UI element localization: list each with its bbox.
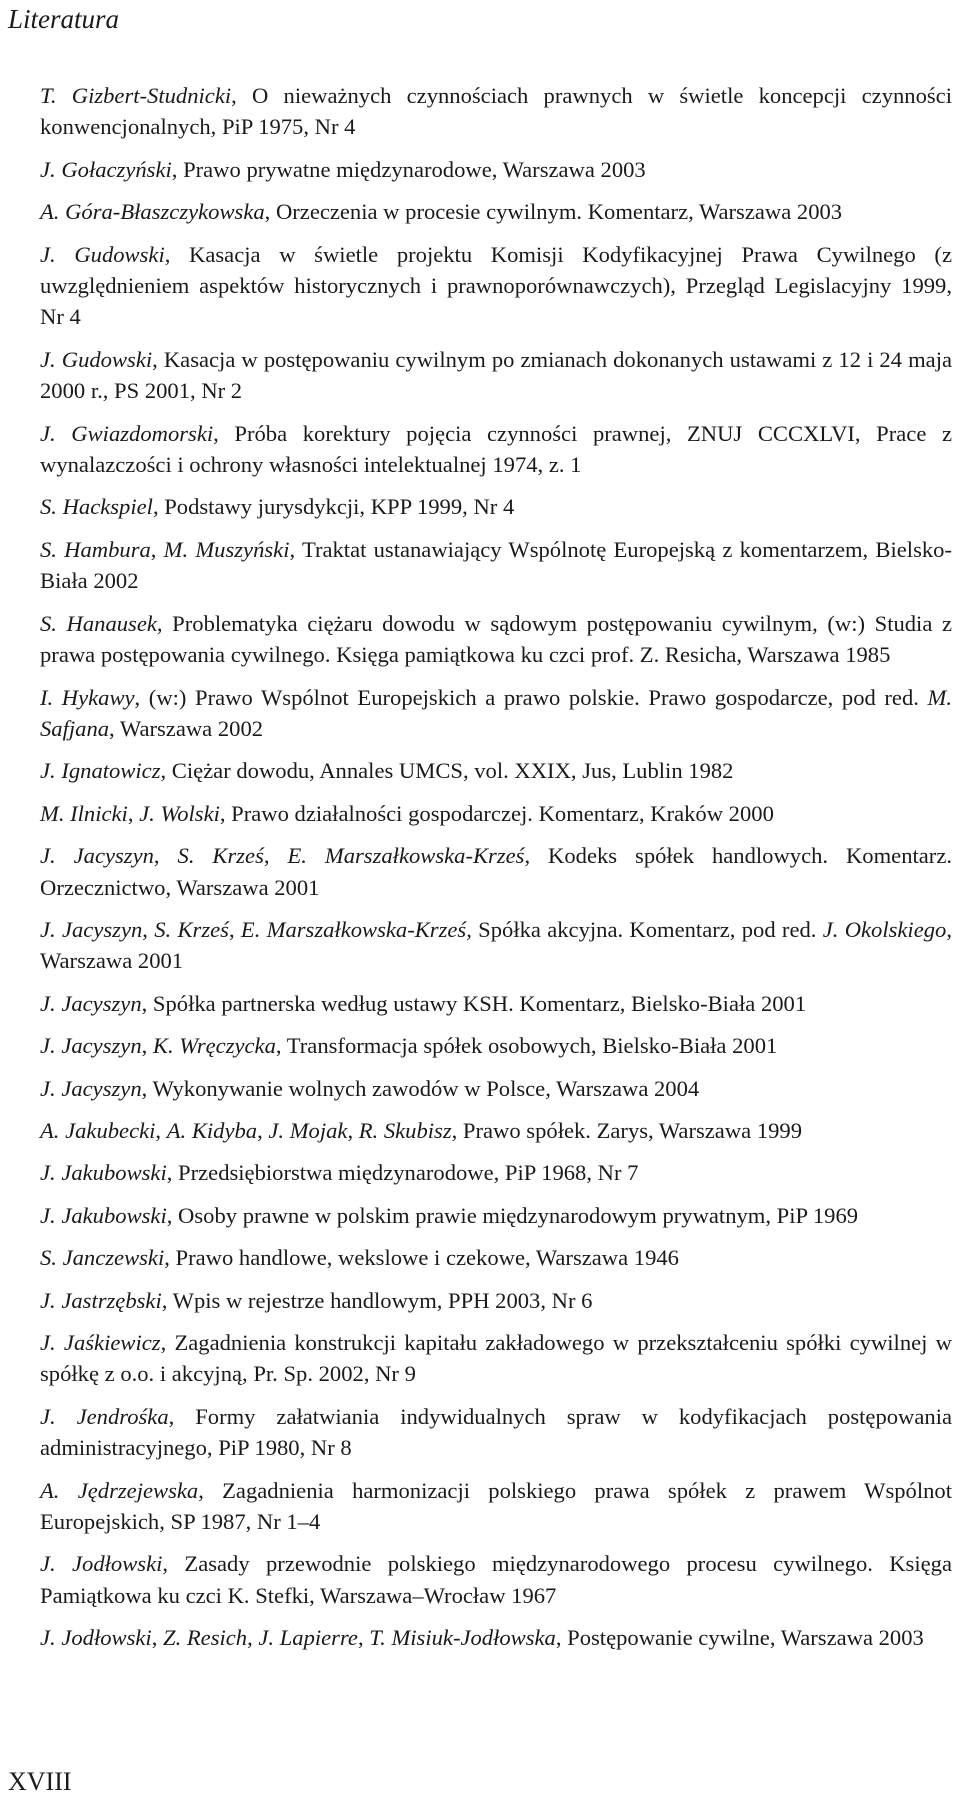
entry-text: , Transformacja spółek osobowych, Bielsko-Biała 2001: [275, 1033, 778, 1059]
entry-author: J. Mojak: [268, 1117, 348, 1143]
entry-author: J. Gudowski: [40, 346, 153, 372]
entry-author: J. Jaśkiewicz: [40, 1330, 161, 1355]
bibliography-entry: [40, 196, 952, 227]
entry-author: J. Jodłowski: [40, 1551, 163, 1577]
bibliography-entry: [40, 344, 952, 407]
bibliography-entry: [40, 755, 952, 786]
bibliography-entry: [40, 1548, 952, 1611]
entry-author: J. Jacyszyn: [40, 843, 154, 869]
entry-author: J. Jodłowski: [40, 1625, 152, 1651]
entry-text: , Prawo spółek. Zarys, Warszawa 1999: [451, 1117, 803, 1143]
entry-text: ,: [347, 1117, 359, 1143]
entry-author: J. Ignatowicz: [40, 758, 161, 784]
entry-author: J. Wolski: [139, 800, 220, 826]
entry-author: I. Hykawy: [40, 684, 135, 710]
entry-text: , Postępowanie cywilne, Warszawa 2003: [555, 1625, 924, 1651]
entry-author: S. Hanausek: [40, 610, 157, 636]
entry-text: , Zagadnienia konstrukcji kapitału zakładowego w przekształceniu spółki cywilnej w spółkę z o.o. i akcyjną, Pr. Sp. 2002, Nr 9: [40, 1330, 952, 1387]
bibliography-entry: [40, 1622, 952, 1653]
bibliography-entry: [40, 1030, 952, 1061]
entry-text: , Próba korektury pojęcia czynności prawnej, ZNUJ CCCXLVI, Prace z wynalazczości i ochrony własności intelektualnej 1974, z. 1: [40, 420, 952, 478]
entry-author: A. Góra-Błaszczykowska: [40, 199, 265, 225]
bibliography-entry: [40, 608, 952, 671]
entry-text: , Kasacja w świetle projektu Komisji Kodyfikacyjnej Prawa Cywilnego (z uwzględnieniem aspektów historycznych i prawnoporównawczych), Przegląd Legislacyjny 1999, Nr 4: [40, 241, 952, 330]
entry-text: , Formy załatwiania indywidualnych spraw w kodyfikacjach postępowania administracyjnego, PiP 1980, Nr 8: [40, 1403, 953, 1461]
bibliography-entry: [40, 154, 952, 185]
entry-text: , Ciężar dowodu, Annales UMCS, vol. XXIX, Jus, Lublin 1982: [160, 758, 734, 784]
entry-text: , Problematyka ciężaru dowodu w sądowym postępowaniu cywilnym, (w:) Studia z prawa postępowania cywilnego. Księga pamiątkowa ku czci prof. Z. Resicha, Warszawa 1985: [40, 610, 953, 668]
bibliography-entry: [40, 988, 952, 1019]
entry-text: , Podstawy jurysdykcji, KPP 1999, Nr 4: [152, 494, 515, 520]
entry-text: , Warszawa 2001: [40, 916, 952, 974]
entry-author: K. Wręczycka: [152, 1033, 276, 1059]
bibliography-entry: [40, 1242, 952, 1273]
entry-text: , Orzeczenia w procesie cywilnym. Komentarz, Warszawa 2003: [264, 199, 843, 225]
bibliography-entry: [40, 914, 952, 977]
entry-author: A. Kidyba: [166, 1117, 258, 1143]
bibliography-entry: [40, 1475, 952, 1538]
entry-text: ,: [142, 916, 155, 942]
entry-author: S. Janczewski: [40, 1245, 165, 1271]
bibliography-list: [40, 80, 952, 1665]
entry-text: ,: [228, 916, 241, 942]
bibliography-entry: [40, 239, 952, 333]
entry-author: T. Misiuk-Jodłowska: [369, 1625, 556, 1651]
entry-author: J. Lapierre: [258, 1625, 358, 1651]
entry-author: M. Safjana: [40, 684, 952, 741]
entry-text: , Zasady przewodnie polskiego międzynarodowego procesu cywilnego. Księga Pamiątkowa ku czci K. Stefki, Warszawa–Wrocław 1967: [40, 1551, 952, 1608]
entry-author: J. Gwiazdomorski: [40, 420, 214, 446]
entry-author: T. Gizbert-Studnicki: [40, 83, 232, 108]
entry-text: ,: [153, 843, 178, 869]
entry-text: ,: [263, 843, 288, 869]
entry-text: , Kodeks spółek handlowych. Komentarz. Orzecznictwo, Warszawa 2001: [40, 843, 953, 900]
entry-author: J. Gołaczyński: [40, 156, 172, 182]
entry-author: Z. Resich: [163, 1625, 248, 1651]
bibliography-entry: [40, 1115, 952, 1146]
entry-author: J. Gudowski: [40, 241, 165, 267]
entry-text: ,: [127, 800, 140, 826]
entry-text: , Prawo prywatne międzynarodowe, Warszawa 2003: [171, 156, 646, 182]
entry-text: Spółka akcyjna. Komentarz, pod red.: [471, 916, 823, 942]
entry-author: J. Jacyszyn: [40, 1075, 142, 1101]
entry-author: S. Hambura: [40, 536, 151, 562]
entry-text: ,: [155, 1117, 167, 1143]
entry-text: ,: [150, 536, 164, 562]
entry-text: , Spółka partnerska według ustawy KSH. Komentarz, Bielsko-Biała 2001: [141, 990, 807, 1016]
entry-author: E. Marszałkowska-Krześ,: [240, 916, 472, 942]
bibliography-entry: [40, 491, 952, 522]
entry-author: J. Jacyszyn: [40, 1033, 142, 1059]
entry-author: A. Jędrzejewska: [40, 1477, 199, 1503]
entry-text: , Traktat ustanawiający Wspólnotę Europejską z komentarzem, Bielsko-Biała 2002: [40, 536, 952, 594]
bibliography-entry: [40, 840, 952, 903]
entry-author: J. Okolskiego: [822, 916, 947, 942]
entry-text: ,: [357, 1625, 370, 1651]
entry-text: , Kasacja w postępowaniu cywilnym po zmianach dokonanych ustawami z 12 i 24 maja 2000 r., PS 2001, Nr 2: [40, 346, 953, 404]
entry-author: S. Krześ: [154, 916, 229, 942]
entry-author: J. Jendrośka: [40, 1403, 169, 1429]
page-number: XVIII: [8, 1767, 72, 1796]
entry-text: ,: [257, 1117, 269, 1143]
bibliography-entry: [40, 80, 952, 143]
entry-text: , Osoby prawne w polskim prawie międzynarodowym prywatnym, PiP 1969: [166, 1202, 859, 1228]
bibliography-entry: [40, 1157, 952, 1188]
entry-author: J. Jakubowski: [40, 1160, 167, 1186]
entry-author: S. Krześ: [177, 843, 264, 869]
entry-text: , Prawo działalności gospodarczej. Komentarz, Kraków 2000: [219, 800, 774, 826]
entry-text: , Warszawa 2002: [109, 715, 264, 741]
bibliography-entry: [40, 534, 952, 597]
entry-author: A. Jakubecki: [40, 1117, 156, 1143]
entry-author: J. Jacyszyn: [40, 990, 142, 1016]
entry-text: , Przedsiębiorstwa międzynarodowe, PiP 1968, Nr 7: [166, 1160, 639, 1186]
entry-text: , Prawo handlowe, wekslowe i czekowe, Warszawa 1946: [164, 1245, 679, 1271]
entry-text: , Wykonywanie wolnych zawodów w Polsce, Warszawa 2004: [141, 1075, 700, 1101]
bibliography-entry: [40, 682, 952, 745]
entry-text: , (w:) Prawo Wspólnot Europejskich a prawo polskie. Prawo gospodarcze, pod red.: [134, 684, 928, 710]
entry-author: S. Hackspiel: [40, 494, 153, 520]
bibliography-entry: [40, 798, 952, 829]
bibliography-entry: [40, 1285, 952, 1316]
bibliography-entry: [40, 1073, 952, 1104]
bibliography-entry: [40, 1401, 952, 1464]
entry-author: M. Muszyński: [163, 536, 290, 562]
entry-author: J. Jacyszyn: [40, 916, 143, 942]
bibliography-entry: [40, 1327, 952, 1390]
entry-text: , Wpis w rejestrze handlowym, PPH 2003, Nr 6: [161, 1287, 593, 1313]
bibliography-entry: [40, 1200, 952, 1231]
entry-text: ,: [247, 1625, 259, 1651]
entry-author: M. Ilnicki: [40, 800, 128, 826]
bibliography-entry: [40, 418, 952, 481]
entry-author: J. Jakubowski: [40, 1202, 167, 1228]
entry-text: , Zagadnienia harmonizacji polskiego prawa spółek z prawem Wspólnot Europejskich, SP 1987, Nr 1–4: [40, 1477, 953, 1535]
page-heading: Literatura: [8, 4, 120, 34]
entry-text: , O nieważnych czynnościach prawnych w świetle koncepcji czynności konwencjonalnych, PiP 1975, Nr 4: [40, 83, 952, 140]
entry-text: ,: [151, 1625, 163, 1651]
entry-author: R. Skubisz: [358, 1117, 452, 1143]
entry-author: E. Marszałkowska-Krześ: [287, 843, 525, 869]
entry-text: ,: [141, 1033, 153, 1059]
entry-author: J. Jastrzębski: [40, 1287, 162, 1313]
